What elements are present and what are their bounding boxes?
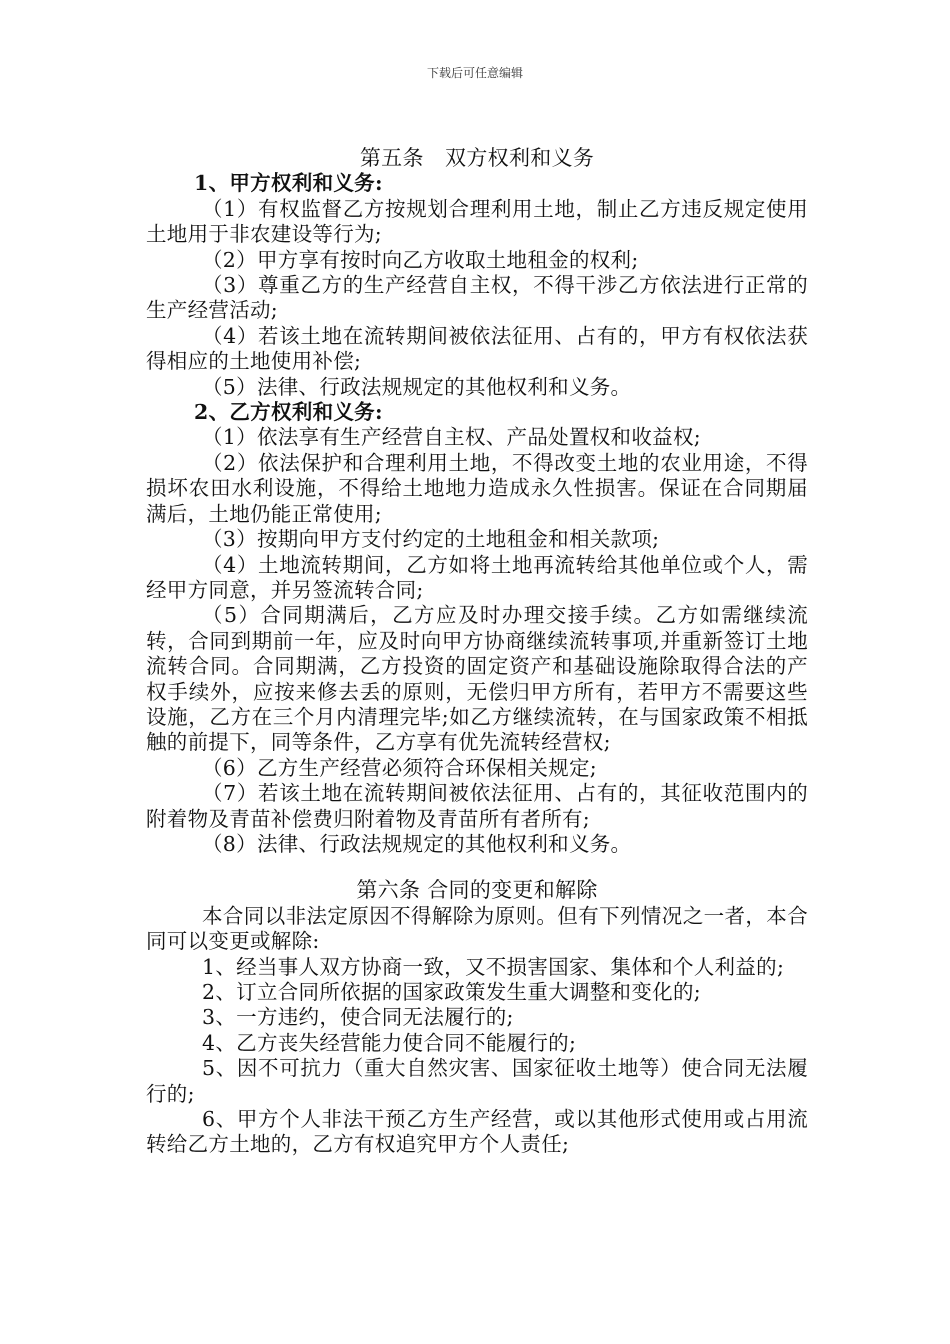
article-6-title: 第六条 合同的变更和解除 bbox=[356, 878, 598, 903]
party-a-item-2: （2）甲方享有按时向乙方收取土地租金的权利; bbox=[202, 247, 639, 272]
page-header-watermark: 下载后可任意编辑 bbox=[426, 66, 523, 80]
article-6-item-4: 4、乙方丧失经营能力使合同不能履行的; bbox=[202, 1030, 577, 1055]
article-6-item-5: 5、因不可抗力（重大自然灾害、国家征收土地等）使合同无法履行的; bbox=[146, 1056, 808, 1106]
article-6-item-6: 6、甲方个人非法干预乙方生产经营，或以其他形式使用或占用流转给乙方土地的，乙方有权追究甲方个人责任; bbox=[146, 1107, 808, 1157]
party-a-item-5: （5）法律、行政法规规定的其他权利和义务。 bbox=[202, 374, 632, 399]
party-b-item-5: （5）合同期满后，乙方应及时办理交接手续。乙方如需继续流转，合同到期前一年，应及时向甲方协商继续流转事项,并重新签订土地流转合同。合同期满，乙方投资的固定资产和基础设施除取得合法的产权手续外，应按来修去丢的原则，无偿归甲方所有，若甲方不需要这些设施，乙方在三个月内清理完毕;如乙方继续流转，在与国家政策不相抵触的前提下，同等条件，乙方享有优先流转经营权; bbox=[146, 603, 808, 755]
party-b-item-6: （6）乙方生产经营必须符合环保相关规定; bbox=[202, 755, 597, 780]
party-b-item-2: （2）依法保护和合理利用土地，不得改变土地的农业用途，不得损坏农田水利设施，不得给土地地力造成永久性损害。保证在合同期届满后，土地仍能正常使用; bbox=[146, 450, 808, 526]
party-b-item-4: （4）土地流转期间，乙方如将土地再流转给其他单位或个人，需经甲方同意，并另签流转合同; bbox=[146, 552, 808, 602]
article-6-intro: 本合同以非法定原因不得解除为原则。但有下列情况之一者，本合同可以变更或解除: bbox=[146, 903, 808, 954]
party-a-item-4: （4）若该土地在流转期间被依法征用、占有的，甲方有权依法获得相应的土地使用补偿; bbox=[146, 323, 808, 374]
article-6-item-1: 1、经当事人双方协商一致，又不损害国家、集体和个人利益的; bbox=[202, 954, 785, 979]
article-6-item-2: 2、订立合同所依据的国家政策发生重大调整和变化的; bbox=[202, 980, 701, 1004]
party-b-item-1: （1）依法享有生产经营自主权、产品处置权和收益权; bbox=[202, 425, 701, 450]
party-b-item-8: （8）法律、行政法规规定的其他权利和义务。 bbox=[202, 831, 632, 856]
article-5-title: 第五条 双方权利和义务 bbox=[359, 146, 595, 170]
party-a-heading: 1、甲方权利和义务: bbox=[194, 171, 383, 196]
party-b-item-7: （7）若该土地在流转期间被依法征用、占有的，其征收范围内的附着物及青苗补偿费归附着物及青苗所有者所有; bbox=[146, 781, 808, 831]
party-a-item-3: （3）尊重乙方的生产经营自主权，不得干涉乙方依法进行正常的生产经营活动; bbox=[146, 273, 808, 323]
document-body bbox=[146, 146, 808, 1158]
party-a-item-1: （1）有权监督乙方按规划合理利用土地，制止乙方违反规定使用土地用于非农建设等行为; bbox=[146, 196, 808, 247]
party-b-item-3: （3）按期向甲方支付约定的土地租金和相关款项; bbox=[202, 527, 660, 552]
party-b-heading: 2、乙方权利和义务: bbox=[194, 400, 383, 425]
article-6-item-3: 3、一方违约，使合同无法履行的; bbox=[202, 1005, 514, 1030]
